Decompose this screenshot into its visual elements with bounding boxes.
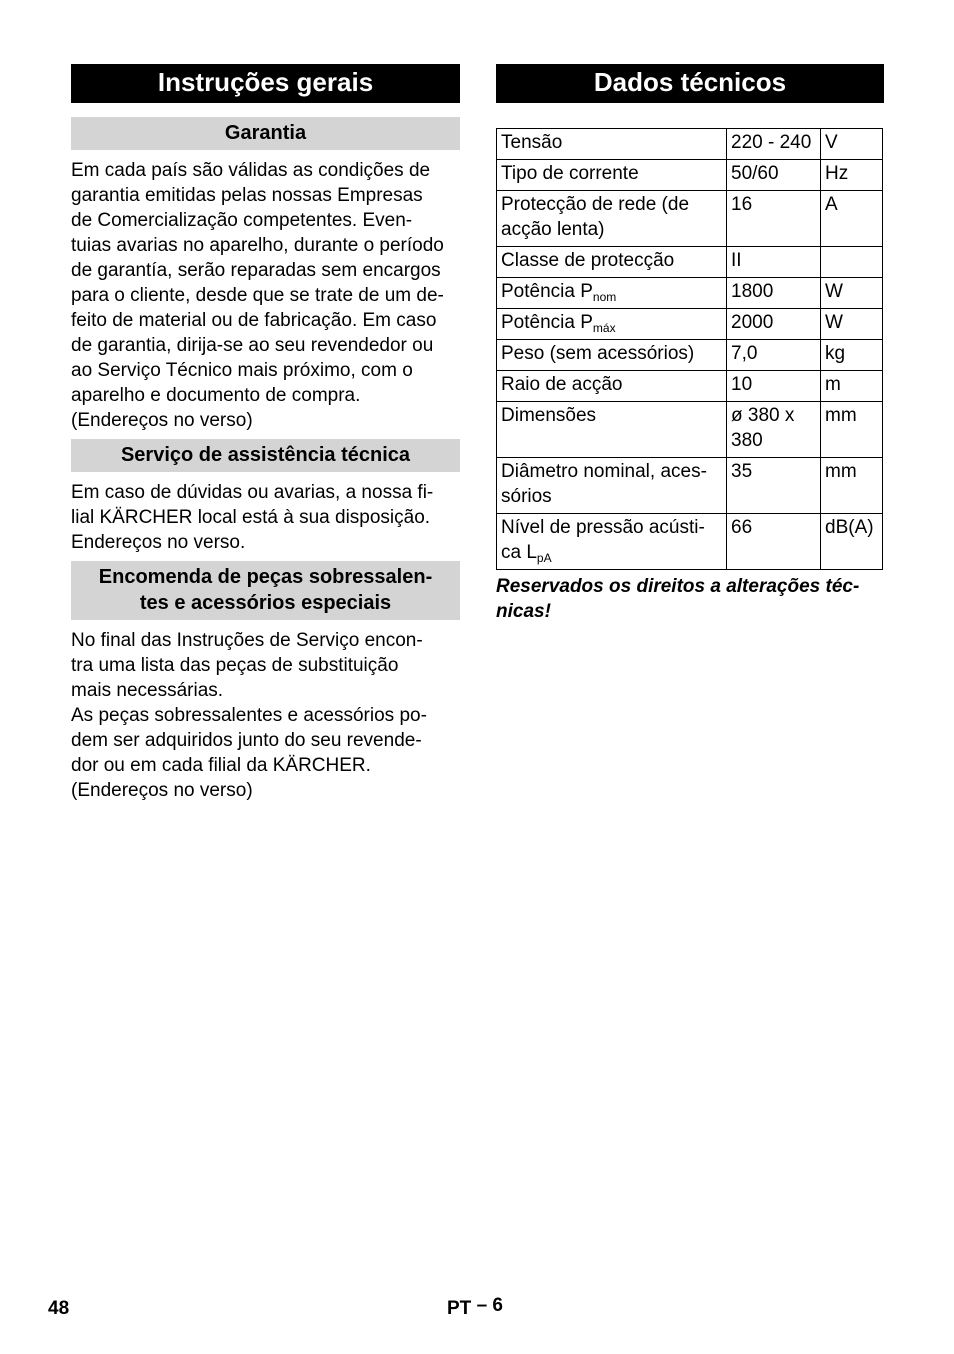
spec-label-line-wrap (501, 540, 722, 565)
spec-row (497, 129, 883, 160)
spec-label-subscript: pA (536, 551, 552, 565)
spec-unit: dB(A) (821, 514, 883, 570)
paragraph-line: No final das Instruções de Serviço encon- (71, 630, 423, 651)
page-number: 48 (48, 1298, 70, 1319)
spec-label-line: Dimensões (501, 405, 597, 426)
section-heading-line: Garantia (224, 122, 307, 144)
spec-unit: Hz (821, 160, 883, 191)
paragraph-line: garantia emitidas pelas nossas Empresas (71, 185, 423, 206)
spec-row (497, 514, 883, 570)
spec-value (727, 247, 821, 278)
right-column (496, 64, 884, 624)
spec-label (497, 371, 727, 402)
paragraph-line: para o cliente, desde que se trate de um de- (71, 285, 444, 306)
note-line: Reservados os direitos a alterações téc- (496, 576, 860, 597)
paragraph-line: Em caso de dúvidas ou avarias, a nossa fi- (71, 482, 434, 503)
spec-value (727, 129, 821, 160)
spec-value-line: 2000 (731, 312, 774, 333)
spec-label-line: Tipo de corrente (501, 163, 639, 184)
spec-value-line: 380 (731, 430, 763, 451)
paragraph-line: de garantia, dirija-se ao seu revendedor ou (71, 335, 434, 356)
paragraph-line: aparelho e documento de compra. (71, 385, 361, 406)
note-line: nicas! (496, 601, 551, 622)
spec-value-line: 1800 (731, 281, 774, 302)
spec-unit (821, 247, 883, 278)
section-paragraph (71, 628, 460, 803)
spec-value (727, 160, 821, 191)
spec-unit: W (821, 278, 883, 309)
spec-value-line: 16 (731, 194, 753, 215)
spec-label-line: Diâmetro nominal, aces- (501, 461, 707, 482)
spec-row (497, 340, 883, 371)
left-sections (71, 117, 460, 803)
spec-label (497, 278, 727, 309)
spec-label-line-wrap (501, 279, 722, 304)
general-instructions-title: Instruções gerais (71, 64, 460, 103)
paragraph-line: mais necessárias. (71, 680, 224, 701)
paragraph-line: As peças sobressalentes e acessórios po- (71, 705, 427, 726)
spec-unit: m (821, 371, 883, 402)
spec-label-subscript: máx (592, 321, 616, 335)
spec-label (497, 309, 727, 340)
section-heading (71, 561, 460, 620)
section-heading-line: tes e acessórios especiais (139, 592, 392, 614)
section-heading (71, 439, 460, 472)
paragraph-line: Em cada país são válidas as condições de (71, 160, 431, 181)
spec-row (497, 278, 883, 309)
spec-label (497, 340, 727, 371)
paragraph-line: de Comercialização competentes. Even- (71, 210, 413, 231)
section-heading (71, 117, 460, 150)
spec-value-line: 10 (731, 374, 753, 395)
spec-label-line: acção lenta) (501, 219, 605, 240)
spec-row (497, 247, 883, 278)
spec-label (497, 129, 727, 160)
spec-unit: A (821, 191, 883, 247)
spec-unit: mm (821, 458, 883, 514)
paragraph-line: (Endereços no verso) (71, 780, 253, 801)
spec-label (497, 402, 727, 458)
section-heading-line: Serviço de assistência técnica (120, 444, 411, 466)
spec-label-line: Peso (sem acessórios) (501, 343, 695, 364)
paragraph-line: (Endereços no verso) (71, 410, 253, 431)
spec-value-line: 35 (731, 461, 753, 482)
spec-label-line: Classe de protecção (501, 250, 675, 271)
spec-value-line: 220 - 240 (731, 132, 812, 153)
spec-value-line: 7,0 (731, 343, 758, 364)
paragraph-line: Endereços no verso. (71, 532, 246, 553)
spec-label (497, 458, 727, 514)
spec-row (497, 371, 883, 402)
paragraph-line: tra uma lista das peças de substituição (71, 655, 399, 676)
spec-value-line: ø 380 x (731, 405, 795, 426)
section-paragraph (71, 480, 460, 555)
paragraph-line: feito de material ou de fabricação. Em caso (71, 310, 437, 331)
spec-value (727, 458, 821, 514)
spec-value (727, 191, 821, 247)
paragraph-line: dem ser adquiridos junto do seu revende- (71, 730, 422, 751)
spec-row (497, 402, 883, 458)
spec-value (727, 340, 821, 371)
rights-reserved-note (496, 574, 884, 624)
spec-label-line: Tensão (501, 132, 563, 153)
section-paragraph (71, 158, 460, 433)
spec-row (497, 191, 883, 247)
spec-label (497, 247, 727, 278)
paragraph-line: dor ou em cada filial da KÄRCHER. (71, 755, 371, 776)
spec-label-subscript: nom (592, 290, 617, 304)
spec-label-line: Potência P (501, 281, 593, 302)
technical-data-title: Dados técnicos (496, 64, 884, 103)
left-column (71, 64, 460, 803)
footer-page-ref: – 6 (476, 1295, 503, 1316)
spec-label-line: Potência P (501, 312, 593, 333)
spec-row (497, 458, 883, 514)
paragraph-line: lial KÄRCHER local está à sua disposição. (71, 507, 431, 528)
spec-value-line: II (731, 250, 742, 271)
technical-data-table (496, 128, 883, 570)
section-heading-line: Encomenda de peças sobressalen- (98, 566, 433, 588)
spec-unit: kg (821, 340, 883, 371)
spec-value-line: 50/60 (731, 163, 779, 184)
spec-label-line-wrap (501, 310, 722, 335)
spec-value (727, 514, 821, 570)
spec-row (497, 309, 883, 340)
language-code: PT (447, 1298, 472, 1319)
footer-language (447, 1295, 503, 1320)
paragraph-line: tuias avarias no aparelho, durante o período (71, 235, 444, 256)
paragraph-line: de garantía, serão reparadas sem encargos (71, 260, 441, 281)
spec-label (497, 160, 727, 191)
spec-label-line: sórios (501, 486, 552, 507)
spec-unit: mm (821, 402, 883, 458)
paragraph-line: ao Serviço Técnico mais próximo, com o (71, 360, 413, 381)
spec-label (497, 191, 727, 247)
spec-label-line: ca L (501, 542, 537, 563)
spec-label-line: Protecção de rede (de (501, 194, 690, 215)
spec-unit: W (821, 309, 883, 340)
spec-value (727, 402, 821, 458)
spec-value (727, 278, 821, 309)
spec-value (727, 309, 821, 340)
spec-row (497, 160, 883, 191)
spec-label-line: Nível de pressão acústi- (501, 517, 705, 538)
spec-value (727, 371, 821, 402)
spec-unit: V (821, 129, 883, 160)
spec-label (497, 514, 727, 570)
spec-label-line: Raio de acção (501, 374, 623, 395)
spec-value-line: 66 (731, 517, 753, 538)
